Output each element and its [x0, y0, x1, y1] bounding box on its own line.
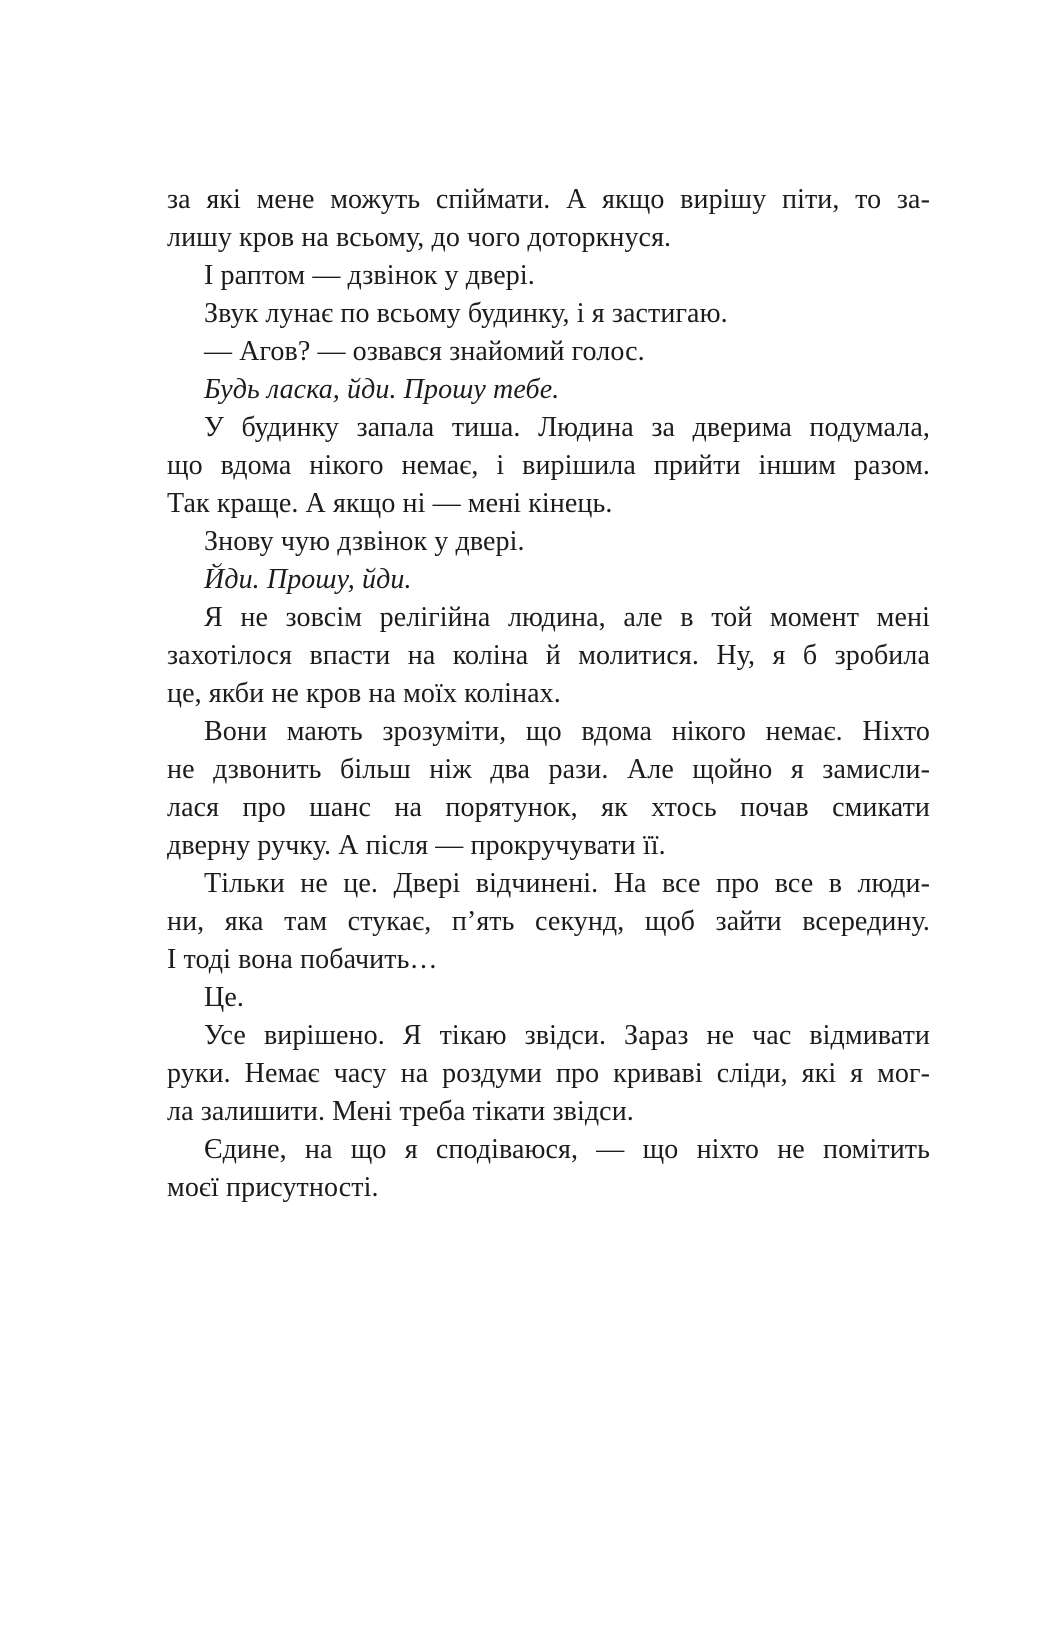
text-line: Тільки не це. Двері відчинені. На все про все в люди-	[204, 868, 930, 899]
text-line: Звук лунає по всьому будинку, і я застигаю.	[204, 298, 728, 329]
text-line: лася про шанс на порятунок, як хтось почав смикати	[167, 792, 930, 823]
text-line: лишу кров на всьому, до чого доторкнуся.	[167, 222, 672, 253]
text-line: Єдине, на що я сподіваюся, — що ніхто не помітить	[204, 1134, 930, 1165]
text-line: не дзвонить більш ніж два рази. Але щойно я замисли-	[167, 754, 930, 785]
text-line: Вони мають зрозуміти, що вдома нікого немає. Ніхто	[204, 716, 930, 747]
text-line: дверну ручку. А після — прокручувати її.	[167, 830, 666, 861]
text-line: Я не зовсім релігійна людина, але в той момент мені	[204, 602, 930, 633]
text-line: захотілося впасти на коліна й молитися. Ну, я б зробила	[167, 640, 930, 671]
text-line: що вдома нікого немає, і вирішила прийти іншим разом.	[167, 450, 930, 481]
page-text	[167, 181, 930, 1207]
text-line: У будинку запала тиша. Людина за дверима подумала,	[204, 412, 930, 443]
text-line: І тоді вона побачить…	[167, 944, 438, 975]
text-line: Йди. Прошу, йди.	[204, 564, 412, 595]
text-line: моєї присутності.	[167, 1172, 379, 1203]
text-line: Усе вирішено. Я тікаю звідси. Зараз не час відмивати	[204, 1020, 930, 1051]
text-line: за які мене можуть спіймати. А якщо вирішу піти, то за-	[167, 184, 930, 215]
text-line: Так краще. А якщо ні — мені кінець.	[167, 488, 613, 519]
text-line: ни, яка там стукає, п’ять секунд, щоб зайти всередину.	[167, 906, 930, 937]
text-line: це, якби не кров на моїх колінах.	[167, 678, 561, 709]
text-line: ла залишити. Мені треба тікати звідси.	[167, 1096, 634, 1127]
text-line: — Агов? — озвався знайомий голос.	[204, 336, 645, 367]
text-line: руки. Немає часу на роздуми про криваві сліди, які я мог-	[167, 1058, 930, 1089]
text-line: Будь ласка, йди. Прошу тебе.	[204, 374, 560, 405]
text-line: І раптом — дзвінок у двері.	[204, 260, 535, 291]
text-line: Знову чую дзвінок у двері.	[204, 526, 525, 557]
text-line: Це.	[204, 982, 244, 1013]
